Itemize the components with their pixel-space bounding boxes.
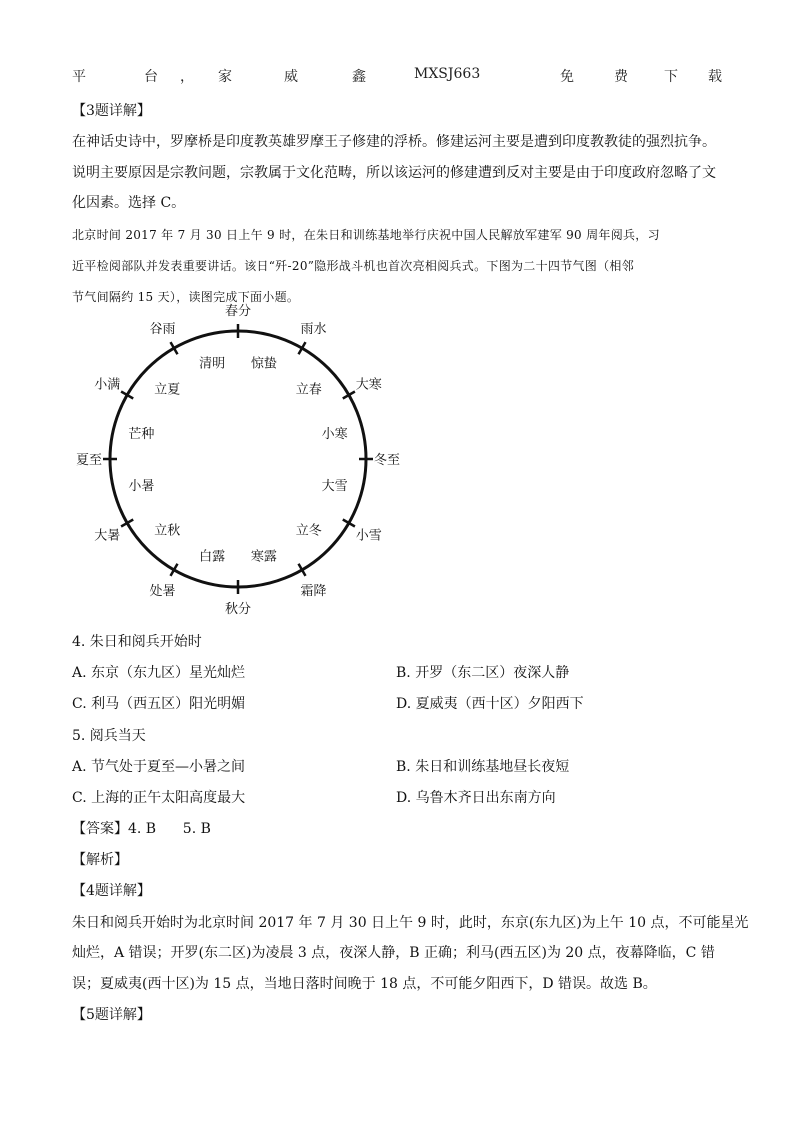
inner-term-label: 小暑 xyxy=(128,478,155,494)
material-line: 近平检阅部队并发表重要讲话。该日“歼-20”隐形战斗机也首次亮相阅兵式。下图为二十四节气图（相邻 xyxy=(72,259,634,273)
inner-term-label: 寒露 xyxy=(250,549,277,565)
answer-text: 4. B 5. B xyxy=(128,821,211,837)
option-a: A. 东京（东九区）星光灿烂 xyxy=(72,665,246,681)
outer-term-label: 大寒 xyxy=(355,377,382,393)
header-char: 下 xyxy=(664,69,678,85)
section-5-heading: 【5题详解】 xyxy=(72,1007,151,1023)
option-d: D. 乌鲁木齐日出东南方向 xyxy=(396,790,556,806)
outer-term-label: 大暑 xyxy=(94,528,121,544)
material-line: 节气间隔约 15 天），读图完成下面小题。 xyxy=(72,290,300,304)
paragraph-line: 灿烂，A 错误；开罗(东二区)为凌晨 3 点，夜深人静，B 正确；利马(西五区)为 20 点，夜幕降临，C 错 xyxy=(72,945,715,961)
question-4-stem: 4. 朱日和阅兵开始时 xyxy=(72,634,202,650)
header-char: 鑫 xyxy=(352,69,366,85)
header-char: 家 xyxy=(218,69,232,85)
inner-term-label: 惊蛰 xyxy=(250,356,277,372)
header-char: 费 xyxy=(614,69,628,85)
header-char: 载 xyxy=(708,69,722,85)
option-d: D. 夏威夷（西十区）夕阳西下 xyxy=(396,696,584,712)
term-labels xyxy=(76,304,400,617)
question-5-stem: 5. 阅兵当天 xyxy=(72,728,146,744)
option-b: B. 开罗（东二区）夜深人静 xyxy=(396,665,570,681)
header-char: 威 xyxy=(284,69,298,85)
inner-term-label: 小寒 xyxy=(321,427,348,443)
header-char: 平 xyxy=(72,69,86,85)
analysis-label: 【解析】 xyxy=(72,852,128,868)
answer-line xyxy=(72,818,211,838)
option-a: A. 节气处于夏至—小暑之间 xyxy=(72,759,246,775)
outer-term-label: 处暑 xyxy=(149,583,176,599)
material-line: 北京时间 2017 年 7 月 30 日上午 9 时，在朱日和训练基地举行庆祝中国人民解放军建军 90 周年阅兵，习 xyxy=(72,228,660,242)
outer-term-label: 小雪 xyxy=(355,528,382,544)
inner-term-label: 白露 xyxy=(199,549,226,565)
outer-term-label: 夏至 xyxy=(75,453,103,468)
outer-term-label: 霜降 xyxy=(300,583,327,599)
paragraph-line: 说明主要原因是宗教问题，宗教属于文化范畴，所以该运河的修建遭到反对主要是由于印度政府忽略了文 xyxy=(72,165,716,181)
tick-marks xyxy=(103,324,373,594)
outer-term-label: 小满 xyxy=(94,377,121,393)
orbit-circle xyxy=(110,331,366,587)
section-4-heading: 【4题详解】 xyxy=(72,883,151,899)
paragraph-line: 朱日和阅兵开始时为北京时间 2017 年 7 月 30 日上午 9 时，此时，东京(东九区)为上午 10 点，不可能星光 xyxy=(72,915,749,931)
inner-term-label: 大雪 xyxy=(321,478,348,494)
outer-term-label: 谷雨 xyxy=(149,322,176,338)
header-char: 免 xyxy=(560,69,574,85)
header-char: 台 xyxy=(144,69,158,85)
inner-term-label: 清明 xyxy=(199,356,226,372)
inner-term-label: 立秋 xyxy=(154,523,181,539)
inner-term-label: 立春 xyxy=(295,382,322,398)
inner-term-label: 立冬 xyxy=(295,523,322,539)
option-b: B. 朱日和训练基地昼长夜短 xyxy=(396,759,570,775)
option-c: C. 利马（西五区）阳光明媚 xyxy=(72,696,246,712)
outer-term-label: 春分 xyxy=(224,304,252,319)
paragraph-line: 误；夏威夷(西十区)为 15 点，当地日落时间晚于 18 点，不可能夕阳西下，D 错误。故选 B。 xyxy=(72,976,657,992)
section-3-heading: 【3题详解】 xyxy=(72,103,151,119)
paragraph-line: 在神话史诗中，罗摩桥是印度教英雄罗摩王子修建的浮桥。修建运河主要是遭到印度教教徒的强烈抗争。 xyxy=(72,134,716,150)
paragraph-line: 化因素。选择 C。 xyxy=(72,195,186,211)
inner-term-label: 芒种 xyxy=(128,427,155,443)
outer-term-label: 秋分 xyxy=(224,602,252,617)
answer-label: 【答案】 xyxy=(72,821,128,837)
outer-term-label: 冬至 xyxy=(373,453,401,468)
solar-terms-diagram xyxy=(70,304,410,617)
option-c: C. 上海的正午太阳高度最大 xyxy=(72,790,246,806)
header-code: MXSJ663 xyxy=(414,66,481,82)
header-char: ， xyxy=(180,69,194,85)
outer-term-label: 雨水 xyxy=(300,322,327,338)
inner-term-label: 立夏 xyxy=(154,382,181,398)
